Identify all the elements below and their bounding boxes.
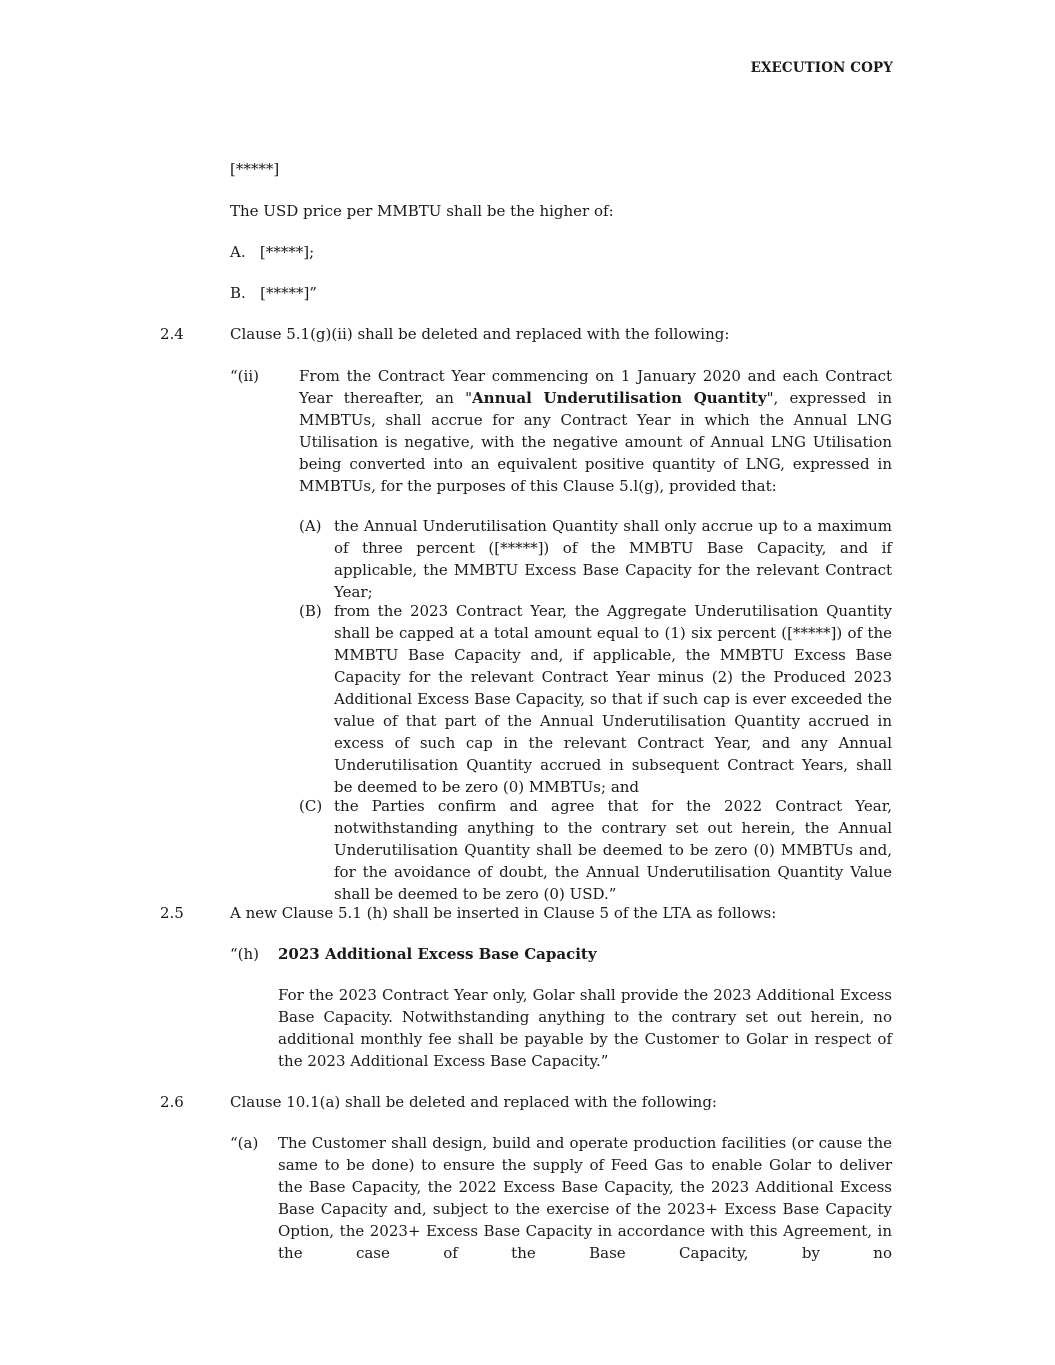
subclause-label-a: “(a) xyxy=(230,1134,259,1152)
item-c-text: the Parties confirm and agree that for the 2022 Contract Year, notwithstanding anything to the contrary set out herein, the Annual Underutilisation Quantity shall be deemed to be zero (0) MMBTUs and, for the avoidance of doubt, the Annual Underutilisation Quantity Value shall be deemed to be zero (0) USD.” xyxy=(334,797,892,903)
subclause-a-body: The Customer shall design, build and operate production facilities (or cause the same to be done) to ensure the supply of Feed Gas to enable Golar to deliver the Base Capacity, the 2022 Excess Base Capacity, the 2023 Additional Excess Base Capacity and, subject to the exercise of the 2023+ Excess Base Capacity Option, the 2023+ Excess Base Capacity in accordance with this Agreement, in the case of the Base Capacity, by no xyxy=(278,1134,892,1262)
item-a-text: the Annual Underutilisation Quantity shall only accrue up to a maximum of three percent ([*****]) of the MMBTU Base Capacity, and if applicable, the MMBTU Excess Base Capacity for the relevant Contract Year; xyxy=(334,517,892,601)
redacted-text: [*****] xyxy=(230,160,280,178)
option-b: B. [*****]” xyxy=(230,284,317,302)
defined-term-annual-underutilisation-quantity: Annual Underutilisation Quantity xyxy=(472,389,767,407)
item-label-a: (A) xyxy=(299,517,322,535)
execution-copy-header: EXECUTION COPY xyxy=(750,60,893,76)
clause-number-2-6: 2.6 xyxy=(160,1093,184,1111)
item-b-text: from the 2023 Contract Year, the Aggregate Underutilisation Quantity shall be capped at a total amount equal to (1) six percent ([*****]) of the MMBTU Base Capacity and, if applicable, the MMBTU Excess Base Capacity for the relevant Contract Year minus (2) the Produced 2023 Additional Excess Base Capacity, so that if such cap is ever exceeded the value of that part of the Annual Underutilisation Quantity accrued in excess of such cap in the relevant Contract Year, and any Annual Underutilisation Quantity accrued in subsequent Contract Years, shall be deemed to be zero (0) MMBTUs; and xyxy=(334,602,892,796)
clause-2-4-heading: Clause 5.1(g)(ii) shall be deleted and replaced with the following: xyxy=(230,325,730,343)
item-label-b: (B) xyxy=(299,602,322,620)
subclause-ii-text-end: ", expressed in MMBTUs, shall accrue for any Contract Year in which the Annual LNG Utilisation is negative, with the negative amount of Annual LNG Utilisation being converted into an equivalent positive quantity of LNG, expressed in MMBTUs, for the purposes of this Clause 5.l(g), provided that: xyxy=(299,389,892,495)
subclause-ii-text xyxy=(299,365,892,497)
price-sentence: The USD price per MMBTU shall be the higher of: xyxy=(230,202,614,220)
item-label-c: (C) xyxy=(299,797,323,815)
option-a: A. [*****]; xyxy=(230,243,315,261)
clause-number-2-4: 2.4 xyxy=(160,325,184,343)
subclause-label-ii: “(ii) xyxy=(230,367,259,385)
clause-number-2-5: 2.5 xyxy=(160,904,184,922)
clause-2-6-heading: Clause 10.1(a) shall be deleted and replaced with the following: xyxy=(230,1093,717,1111)
subclause-ii-text-start: From the Contract Year commencing on 1 January 2020 and each Contract Year thereafter, an " xyxy=(299,367,892,407)
clause-2-5-heading: A new Clause 5.1 (h) shall be inserted in Clause 5 of the LTA as follows: xyxy=(230,904,777,922)
subclause-h-body: For the 2023 Contract Year only, Golar shall provide the 2023 Additional Excess Base Capacity. Notwithstanding anything to the contrary set out herein, no additional monthly fee shall be payable by the Customer to Golar in respect of the 2023 Additional Excess Base Capacity.” xyxy=(278,986,892,1070)
subclause-h-title: 2023 Additional Excess Base Capacity xyxy=(278,945,597,963)
subclause-label-h: “(h) xyxy=(230,945,260,963)
